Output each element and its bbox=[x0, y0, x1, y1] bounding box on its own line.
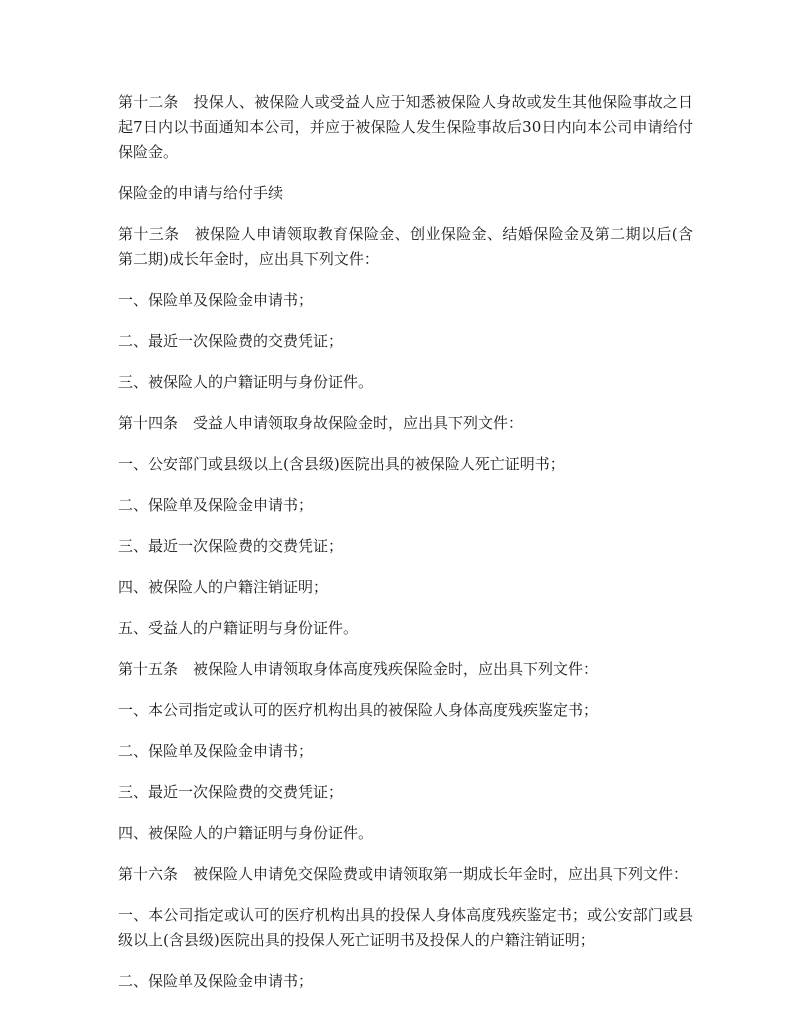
paragraph-text: 被保险人申请免交保险费或申请领取第一期成长年金时，应出具下列文件： bbox=[193, 865, 689, 883]
list-item bbox=[118, 370, 693, 395]
list-item bbox=[118, 903, 693, 953]
document-page bbox=[118, 90, 693, 1010]
list-item bbox=[118, 452, 693, 477]
article-number: 第十六条 bbox=[118, 865, 179, 883]
paragraph-text: 三、被保险人的户籍证明与身份证件。 bbox=[118, 373, 374, 391]
paragraph-text: 二、保险单及保险金申请书； bbox=[118, 742, 314, 760]
paragraph-text: 一、本公司指定或认可的医疗机构出具的被保险人身体高度残疾鉴定书； bbox=[118, 701, 599, 719]
paragraph-text: 受益人申请领取身故保险金时，应出具下列文件： bbox=[193, 414, 524, 432]
list-item bbox=[118, 288, 693, 313]
article-12-paragraph bbox=[118, 90, 693, 165]
paragraph-text: 四、被保险人的户籍证明与身份证件。 bbox=[118, 824, 374, 842]
list-item bbox=[118, 534, 693, 559]
paragraph-text: 二、最近一次保险费的交费凭证； bbox=[118, 332, 344, 350]
paragraph-text: 二、保险单及保险金申请书； bbox=[118, 972, 314, 990]
article-14-paragraph bbox=[118, 411, 693, 436]
paragraph-text: 一、保险单及保险金申请书； bbox=[118, 291, 314, 309]
list-item bbox=[118, 821, 693, 846]
paragraph-text: 四、被保险人的户籍注销证明； bbox=[118, 578, 329, 596]
paragraph-text: 三、最近一次保险费的交费凭证； bbox=[118, 783, 344, 801]
list-item bbox=[118, 698, 693, 723]
paragraph-text: 一、公安部门或县级以上(含县级)医院出具的被保险人死亡证明书； bbox=[118, 455, 565, 473]
article-number: 第十二条 bbox=[118, 93, 179, 111]
paragraph-text: 被保险人申请领取身体高度残疾保险金时，应出具下列文件： bbox=[193, 660, 599, 678]
paragraph-text: 投保人、被保险人或受益人应于知悉被保险人身故或发生其他保险事故之日起7日内以书面通知本公司，并应于被保险人发生保险事故后30日内向本公司申请给付保险金。 bbox=[118, 93, 693, 161]
paragraph-text: 保险金的申请与给付手续 bbox=[118, 184, 284, 202]
paragraph-text: 被保险人申请领取教育保险金、创业保险金、结婚保险金及第二期以后(含第二期)成长年金时，应出具下列文件： bbox=[118, 225, 693, 268]
list-item bbox=[118, 616, 693, 641]
list-item bbox=[118, 780, 693, 805]
list-item bbox=[118, 329, 693, 354]
article-number: 第十四条 bbox=[118, 414, 179, 432]
section-heading bbox=[118, 181, 693, 206]
list-item bbox=[118, 739, 693, 764]
paragraph-text: 五、受益人的户籍证明与身份证件。 bbox=[118, 619, 359, 637]
paragraph-text: 二、保险单及保险金申请书； bbox=[118, 496, 314, 514]
list-item bbox=[118, 493, 693, 518]
list-item bbox=[118, 575, 693, 600]
article-15-paragraph bbox=[118, 657, 693, 682]
article-13-paragraph bbox=[118, 222, 693, 272]
article-number: 第十五条 bbox=[118, 660, 179, 678]
paragraph-text: 三、最近一次保险费的交费凭证； bbox=[118, 537, 344, 555]
article-16-paragraph bbox=[118, 862, 693, 887]
list-item bbox=[118, 969, 693, 994]
article-number: 第十三条 bbox=[118, 225, 180, 243]
paragraph-text: 一、本公司指定或认可的医疗机构出具的投保人身体高度残疾鉴定书；或公安部门或县级以上(含县级)医院出具的投保人死亡证明书及投保人的户籍注销证明； bbox=[118, 906, 693, 949]
